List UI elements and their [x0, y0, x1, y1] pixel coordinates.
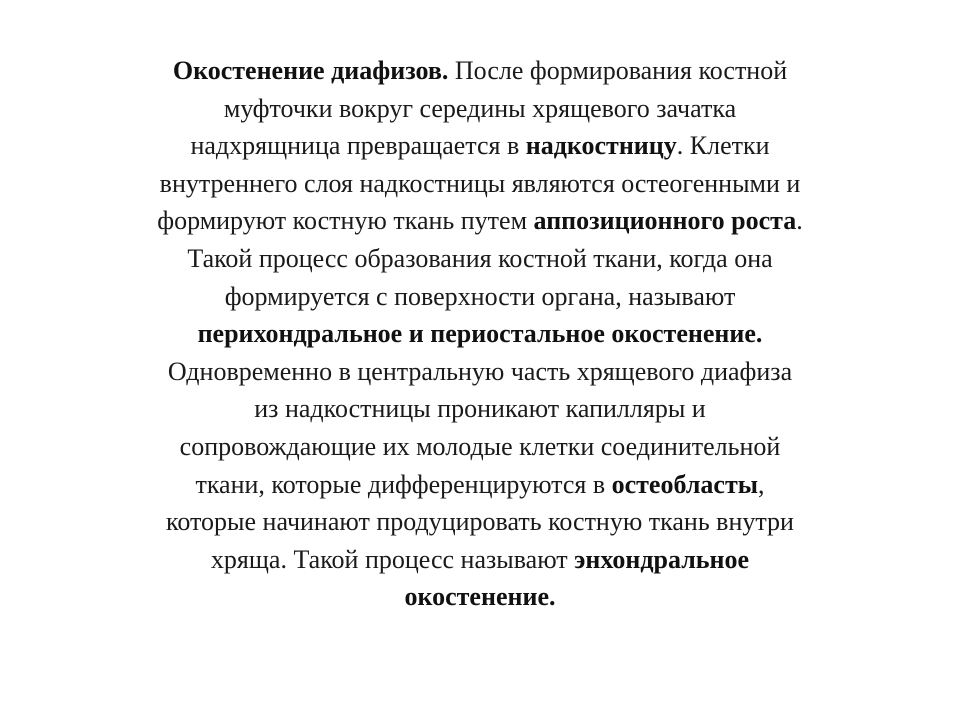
- text-line-5: [70, 202, 890, 240]
- text-line-12: [70, 466, 890, 504]
- text-segment: Такой процесс образования костной ткани, когда она: [187, 243, 773, 273]
- term-enchondral: энхондральное: [574, 544, 750, 574]
- term-perichondral-periosteal-ossification: перихондральное и периостальное окостенение.: [197, 319, 763, 349]
- text-line-6: [70, 240, 890, 278]
- term-appositional-growth: аппозиционного роста: [533, 206, 797, 236]
- term-osteoblasts: остеобласты: [611, 469, 759, 499]
- text-segment: формируется с поверхности органа, называют: [224, 281, 736, 311]
- text-segment: . Клетки: [676, 131, 770, 161]
- text-line-4: [70, 165, 890, 203]
- text-line-8: [70, 315, 890, 353]
- text-segment: формируют костную ткань путем: [157, 206, 534, 236]
- text-line-13: [70, 503, 890, 541]
- text-line-15: [70, 578, 890, 616]
- term-periosteum: надкостницу: [525, 131, 677, 161]
- text-segment: муфточки вокруг середины хрящевого зачатка: [223, 93, 737, 123]
- text-line-7: [70, 278, 890, 316]
- text-line-10: [70, 390, 890, 428]
- term-ossification-diaphysis: Окостенение диафизов.: [172, 56, 449, 85]
- text-line-1: [70, 52, 890, 90]
- text-segment: ткани, которые дифференцируются в: [195, 469, 612, 499]
- body-text: [70, 52, 890, 616]
- text-segment: Одновременно в центральную часть хрящевого диафиза: [167, 356, 793, 386]
- text-segment: из надкостницы проникают капилляры и: [254, 394, 706, 424]
- text-line-3: [70, 127, 890, 165]
- text-segment: хряща. Такой процесс называют: [210, 544, 575, 574]
- text-segment: надхрящница превращается в: [190, 131, 526, 161]
- text-segment: ,: [758, 469, 765, 499]
- text-segment: которые начинают продуцировать костную ткань внутри: [166, 507, 794, 537]
- text-line-14: [70, 541, 890, 579]
- term-ossification: окостенение.: [404, 582, 556, 612]
- text-line-9: [70, 353, 890, 391]
- text-segment: сопровождающие их молодые клетки соединительной: [179, 431, 781, 461]
- text-segment: После формирования костной: [448, 56, 788, 85]
- text-line-2: [70, 90, 890, 128]
- text-segment: внутреннего слоя надкостницы являются остеогенными и: [159, 168, 801, 198]
- text-segment: .: [796, 206, 803, 236]
- text-line-11: [70, 428, 890, 466]
